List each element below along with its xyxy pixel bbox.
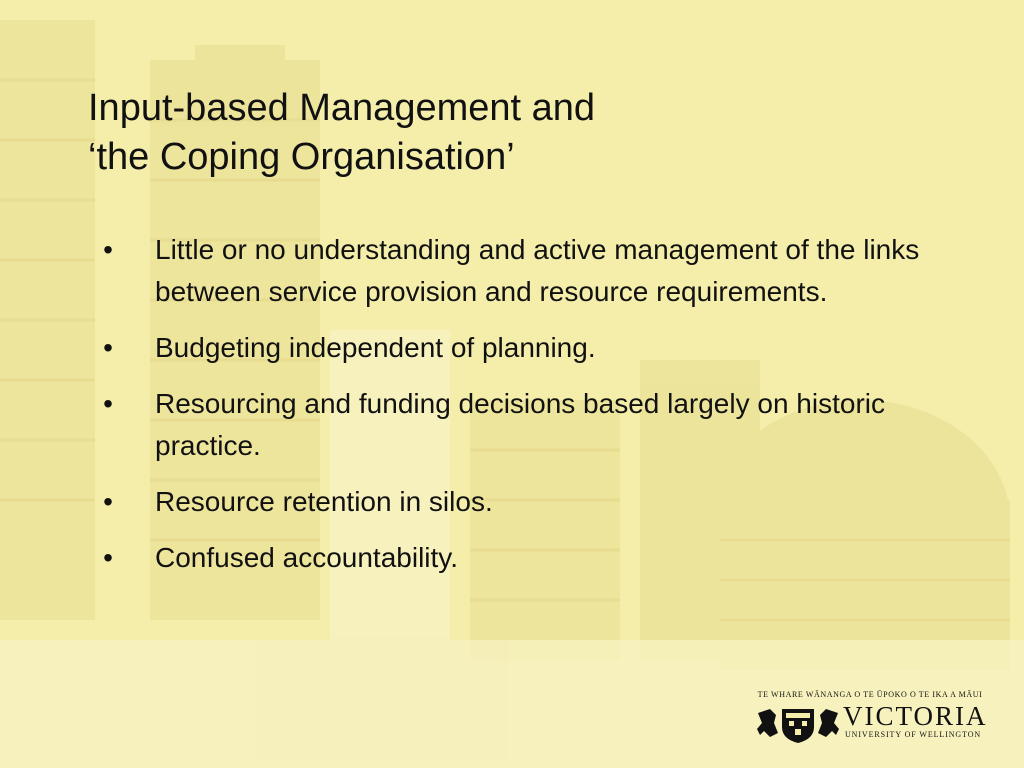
bullet-item <box>98 229 968 313</box>
logo-name: VICTORIA <box>843 701 988 731</box>
slide-title-line-1: Input-based Management and <box>88 87 596 129</box>
bullet-item <box>98 537 968 579</box>
logo-subtitle: UNIVERSITY OF WELLINGTON <box>845 730 982 739</box>
bullet-text: Resource retention in silos. <box>155 486 493 517</box>
bullet-item <box>98 383 968 467</box>
slide-title-line-2: ‘the Coping Organisation’ <box>88 136 515 178</box>
bullet-list <box>98 229 968 593</box>
bullet-item <box>98 481 968 523</box>
bullet-text: Confused accountability. <box>155 542 458 573</box>
slide-title <box>88 84 948 182</box>
bullet-text: Budgeting independent of planning. <box>155 332 596 363</box>
victoria-university-logo <box>754 690 986 746</box>
university-crest-icon <box>756 703 840 743</box>
logo-tagline: TE WHARE WĀNANGA O TE ŪPOKO O TE IKA A MĀUI <box>757 690 983 699</box>
bullet-marker: • <box>103 332 113 363</box>
bullet-item <box>98 327 968 369</box>
bullet-text: Resourcing and funding decisions based largely on historic practice. <box>155 388 885 461</box>
bullet-text: Little or no understanding and active management of the links between service provision and resource requirements. <box>155 234 920 307</box>
bullet-marker: • <box>103 486 113 517</box>
bullet-marker: • <box>103 234 113 265</box>
bullet-marker: • <box>103 542 113 573</box>
bullet-marker: • <box>103 388 113 419</box>
